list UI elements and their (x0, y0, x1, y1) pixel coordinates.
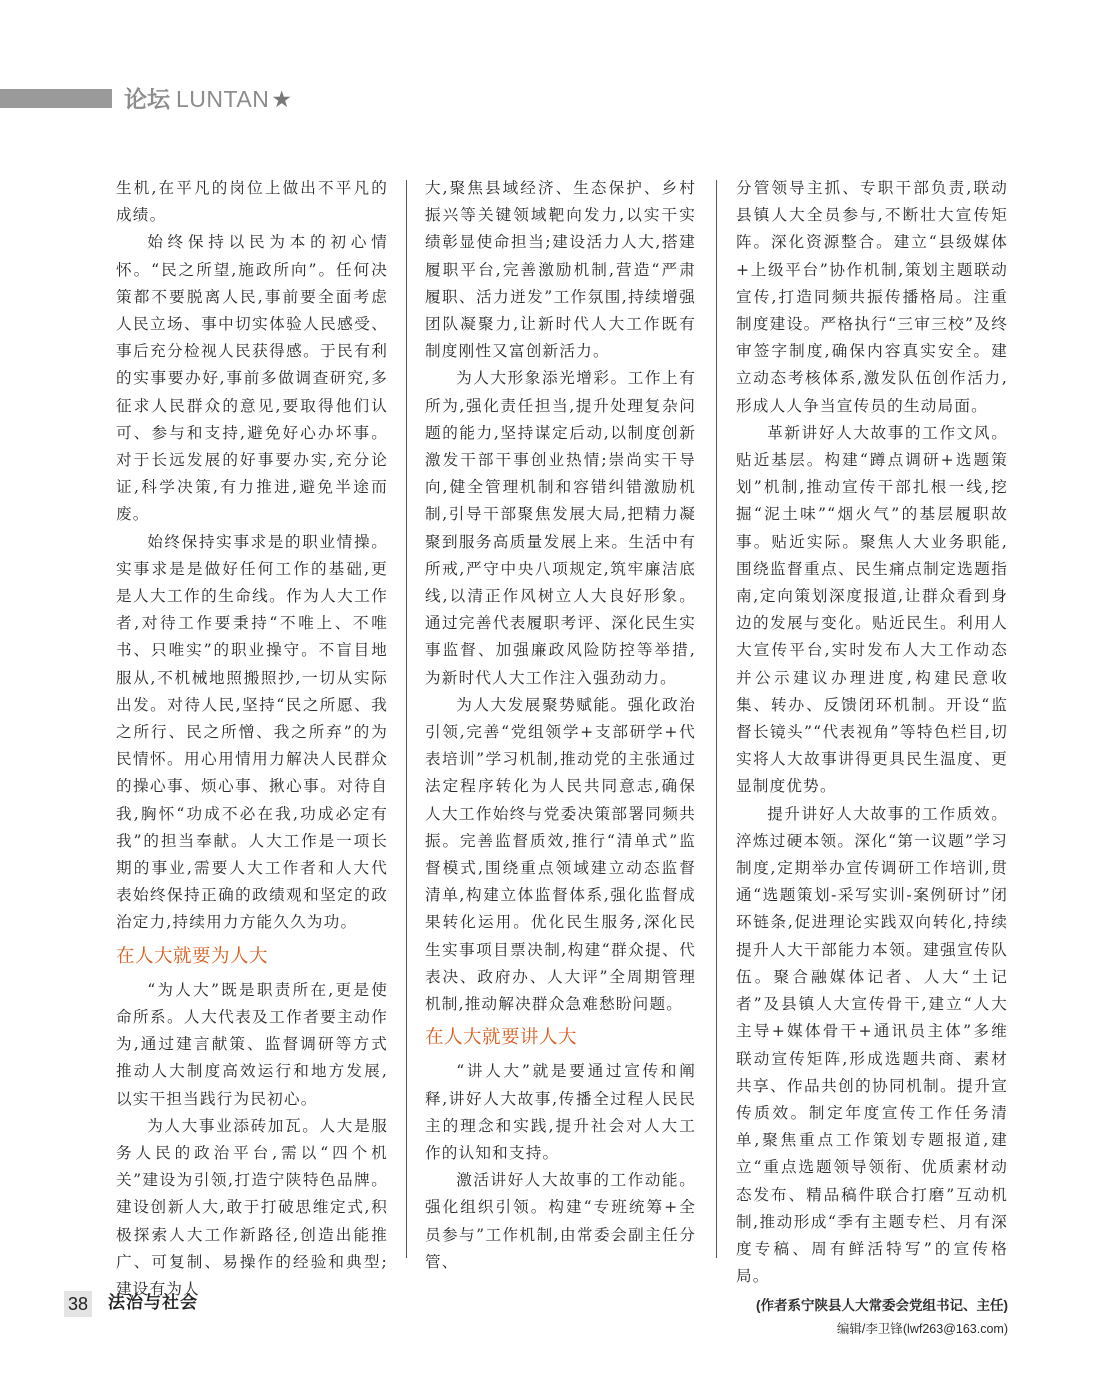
column-divider (716, 180, 717, 1258)
section-heading: 在人大就要为人大 (116, 944, 269, 966)
section-heading: 在人大就要讲人大 (425, 1026, 578, 1048)
paragraph: 始终保持实事求是的职业情操。实事求是是做好任何工作的基础,更是人大工作的生命线。作为人大工作者,对待工作要秉持“不唯上、不唯书、只唯实”的职业操守。不盲目地服从,不机械地照搬照抄,一切从实际出发。对待人民,坚持“民之所愿、我之所行、民之所憎、我之所弃”的为民情怀。用心用情用力解决人民群众的操心事、烦心事、揪心事。对待自我,胸怀“功成不必在我,功成必定有我”的担当奉献。人大工作是一项长期的事业,需要人大工作者和人大代表始终保持正确的政绩观和坚定的政治定力,持续用力方能久久为功。 (116, 532, 388, 932)
section-title-cn: 论坛 (124, 86, 170, 112)
paragraph: 为人大发展聚势赋能。强化政治引领,完善“党组领学+支部研学+代表培训”学习机制,推动党的主张通过法定程序转化为人民共同意志,确保人大工作始终与党委决策部署同频共振。完善监督质效,推行“清单式”监督模式,围绕重点领域建立动态监督清单,构建立体监督体系,强化监督成果转化运用。优化民生服务,深化民生实事项目票决制,构建“群众提、代表决、政府办、人大评”全周期管理机制,推动解决群众急难愁盼问题。 (425, 695, 696, 1014)
paragraph: 激活讲好人大故事的工作动能。强化组织引领。构建“专班统筹+全员参与”工作机制,由常委会副主任分管、 (425, 1171, 696, 1271)
section-title-en: LUNTAN (176, 86, 270, 112)
section-header (124, 84, 292, 114)
column-divider (406, 180, 407, 1258)
paragraph: 为人大事业添砖加瓦。人大是服务人民的政治平台,需以“四个机关”建设为引领,打造宁陕特色品牌。建设创新人大,敢于打破思维定式,积极探索人大工作新路径,创造出能推广、可复制、易操作的经验和典型;建设有为人 (116, 1116, 388, 1298)
paragraph: “为人大”既是职责所在,更是使命所系。人大代表及工作者要主动作为,通过建言献策、监督调研等方式推动人大制度高效运行和地方发展,以实干担当践行为民初心。 (116, 980, 388, 1108)
editor-credit: 编辑/李卫锋(lwf263@163.com) (836, 1322, 1008, 1337)
paragraph: 革新讲好人大故事的工作文风。贴近基层。构建“蹲点调研+选题策划”机制,推动宣传干部扎根一线,挖掘“泥土味”“烟火气”的基层履职故事。贴近实际。聚焦人大业务职能,围绕监督重点、民生痛点制定选题指南,定向策划深度报道,让群众看到身边的发展与变化。贴近民生。利用人大宣传平台,实时发布人大工作动态并公示建议办理进度,构建民意收集、转办、反馈闭环机制。开设“监督长镜头”“代表视角”等特色栏目,切实将人大故事讲得更具民生温度、更显制度优势。 (736, 423, 1008, 796)
star-icon: ★ (271, 86, 292, 112)
paragraph: 提升讲好人大故事的工作质效。淬炼过硬本领。深化“第一议题”学习制度,定期举办宣传调研工作培训,贯通“选题策划-采写实训-案例研讨”闭环链条,促进理论实践双向转化,持续提升人大干部能力本领。建强宣传队伍。聚合融媒体记者、人大“土记者”及县镇人大宣传骨干,建立“人大主导+媒体骨干+通讯员主体”多维联动宣传矩阵,形成选题共商、素材共享、作品共创的协同机制。提升宣传质效。制定年度宣传工作任务清单,聚焦重点工作策划专题报道,建立“重点选题领导领衔、优质素材动态发布、精品稿件联合打磨”互动机制,推动形成“季有主题专栏、月有深度专稿、周有鲜活特写”的宣传格局。 (736, 804, 1008, 1286)
article-column-3 (736, 175, 1008, 1340)
article-column-1 (116, 175, 388, 1303)
author-note: (作者系宁陕县人大常委会党组书记、主任) (756, 1298, 1008, 1314)
paragraph: 始终保持以民为本的初心情怀。“民之所望,施政所向”。任何决策都不要脱离人民,事前要全面考虑人民立场、事中切实体验人民感受、事后充分检视人民获得感。于民有利的实事要办好,事前多做调查研究,多征求人民群众的意见,要取得他们认可、参与和支持,避免好心办坏事。对于长远发展的好事要办实,充分论证,科学决策,有力推进,避免半途而废。 (116, 233, 388, 524)
article-column-2 (425, 175, 696, 1276)
page-number: 38 (64, 1291, 92, 1317)
section-header-bar (0, 89, 112, 108)
paragraph: 生机,在平凡的岗位上做出不平凡的成绩。 (116, 179, 388, 225)
paragraph: 为人大形象添光增彩。工作上有所为,强化责任担当,提升处理复杂问题的能力,坚持谋定后动,以制度创新激发干部干事创业热情;崇尚实干导向,健全管理机制和容错纠错激励机制,引导干部聚焦发展大局,把精力凝聚到服务高质量发展上来。生活中有所戒,严守中央八项规定,筑牢廉洁底线,以清正作风树立人大良好形象。通过完善代表履职考评、深化民生实事监督、加强廉政风险防控等举措,为新时代人大工作注入强劲动力。 (425, 369, 696, 687)
paragraph: 大,聚焦县域经济、生态保护、乡村振兴等关键领域靶向发力,以实干实绩彰显使命担当;建设活力人大,搭建履职平台,完善激励机制,营造“严肃履职、活力迸发”工作氛围,持续增强团队凝聚力,让新时代人大工作既有制度刚性又富创新活力。 (425, 179, 696, 361)
paragraph: “讲人大”就是要通过宣传和阐释,讲好人大故事,传播全过程人民民主的理念和实践,提升社会对人大工作的认知和支持。 (425, 1062, 696, 1162)
paragraph: 分管领导主抓、专职干部负责,联动县镇人大全员参与,不断壮大宣传矩阵。深化资源整合。建立“县级媒体+上级平台”协作机制,策划主题联动宣传,打造同频共振传播格局。注重制度建设。严格执行“三审三校”及终审签字制度,确保内容真实安全。建立动态考核体系,激发队伍创作活力,形成人人争当宣传员的生动局面。 (736, 179, 1008, 415)
magazine-name: 法治与社会 (108, 1293, 198, 1312)
